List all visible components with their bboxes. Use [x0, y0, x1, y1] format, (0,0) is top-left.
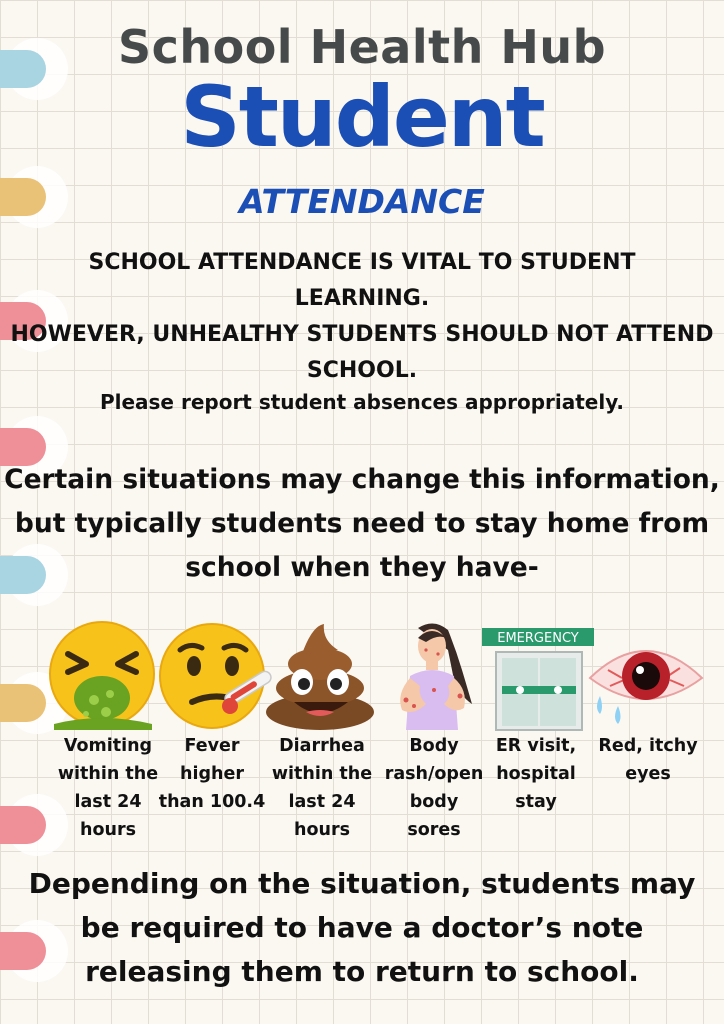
closing-line: be required to have a doctor’s note [80, 911, 644, 944]
emergency-sign-text: EMERGENCY [497, 631, 579, 646]
symptom-label: Vomiting within the last 24 hours [57, 736, 159, 840]
notice-line: HOWEVER, UNHEALTHY STUDENTS SHOULD NOT ATTEND [10, 322, 714, 347]
vomiting-emoji-icon [48, 620, 160, 730]
report-instruction: Please report student absences appropriately. [99, 390, 625, 414]
page-title: Student [180, 68, 544, 166]
situations-line: Certain situations may change this information, [4, 464, 720, 495]
red-eye-icon [588, 620, 708, 732]
closing-text [0, 862, 724, 994]
symptom-label: Red, itchy eyes [598, 736, 698, 784]
symptom-label: Body rash/open body sores [384, 736, 484, 840]
notice-line: SCHOOL ATTENDANCE IS VITAL TO STUDENT [88, 250, 636, 275]
symptom-label: Fever higher than 100.4 [158, 736, 266, 812]
page-subtitle: ATTENDANCE [239, 182, 485, 221]
closing-line: Depending on the situation, students may [28, 867, 696, 900]
situations-text [0, 458, 724, 590]
notebook-tab [0, 806, 46, 844]
notice-line: LEARNING. [294, 286, 430, 311]
notebook-tab [0, 684, 46, 722]
symptom-label: Diarrhea within the last 24 hours [271, 736, 373, 840]
hub-title: School Health Hub [117, 20, 607, 74]
poop-emoji-icon [262, 620, 378, 732]
notice-line: SCHOOL. [306, 358, 418, 383]
fever-emoji-icon [152, 620, 276, 730]
emergency-door-icon [476, 620, 600, 732]
situations-line: but typically students need to stay home from [14, 508, 710, 539]
symptom-label: ER visit, hospital stay [495, 736, 577, 812]
situations-line: school when they have- [185, 552, 539, 583]
closing-line: releasing them to return to school. [85, 955, 639, 988]
